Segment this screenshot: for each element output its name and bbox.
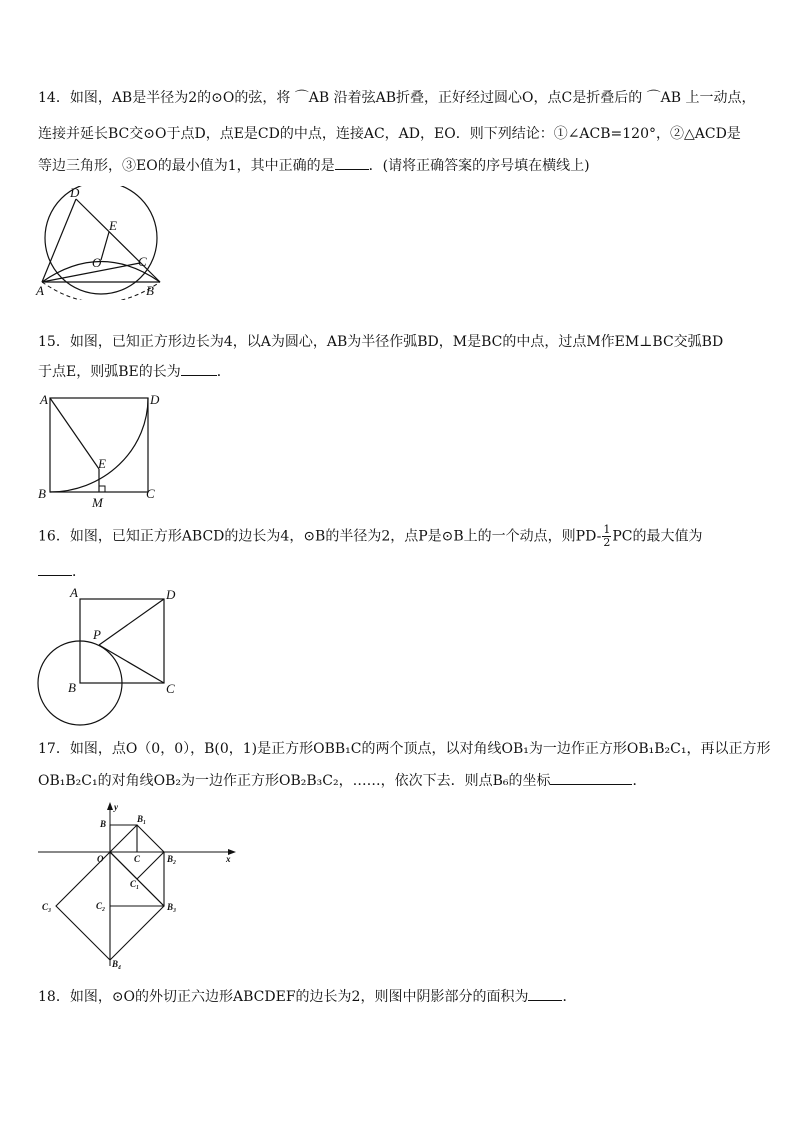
q14-label-o: O [92,255,102,270]
q14-label-e: E [109,218,117,233]
q16-figure [30,584,190,726]
q14-segment-ad [42,199,76,282]
q16-label-p: P [93,627,101,642]
q16-fraction: $\frac{1}{2}$ [603,523,611,549]
q17-label-c1: C₁ [130,879,140,889]
q14-figure [30,186,170,300]
q15-line-1: 15．如图，已知正方形边长为4，以A为圆心，AB为半径作弧BD，M是BC的中点，过点M作EM⊥BC交弧BD [38,334,724,350]
q16-line-2: ． [38,563,86,581]
q15-label-m: M [92,495,103,510]
q17-label-b1: B₁ [137,814,147,824]
q14-label-d: D [70,186,80,200]
q15-right-angle-mark [99,486,105,492]
q17-label-b4: B₄ [112,959,122,969]
q17-label-c3: C₃ [42,902,52,912]
answer-blank-17[interactable] [550,772,632,785]
q16-segment-pd [99,599,164,645]
q14-line-2: 连接并延长BC交⊙O于点D，点E是CD的中点，连接AC，AD，EO．则下列结论：①∠ACB=120°，②△ACD是 [38,126,741,142]
q14-label-b: B [146,283,154,298]
q16-label-a: A [70,585,78,600]
q17-label-b3: B₃ [167,902,177,912]
q15-label-c: C [146,486,155,501]
q17-label-y: y [114,802,118,812]
q15-segment-ae [50,398,99,469]
q17-label-o: O [97,854,104,864]
q14-label-a: A [36,283,44,298]
q15-figure [34,390,164,512]
q17-line-2: OB₁B₂C₁的对角线OB₂为一边作正方形OB₂B₃C₂，……，依次下去．则点B₆的坐标 ． [38,773,647,789]
q16-label-d: D [166,587,176,602]
q16-line-1: 16．如图，已知正方形ABCD的边长为4，⊙B的半径为2，点P是⊙B上的一个动点，则PD- $\frac{1}{2}$ PC的最大值为 [38,523,703,549]
q17-label-b: B [100,819,107,829]
q17-label-c2: C₂ [96,901,106,911]
q17-label-x: x [226,854,231,864]
q15-label-a: A [40,392,48,407]
q18-line-1: 18．如图，⊙O的外切正六边形ABCDEF的边长为2，则图中阴影部分的面积为 ． [38,989,577,1005]
q14-segment-db [76,199,160,282]
q17-figure [36,800,242,974]
q15-label-b: B [38,486,46,501]
answer-blank-18[interactable] [528,988,562,1001]
answer-blank-16[interactable] [38,563,72,576]
q15-label-e: E [98,456,106,471]
q16-label-b: B [68,680,76,695]
q14-line-1: 14．如图，AB是半径为2的⊙O的弦，将 ⌒AB 沿着弦AB折叠，正好经过圆心O，点C是折叠后的 ⌒AB 上一动点， [38,90,756,106]
q14-label-c: C [138,254,147,269]
answer-blank-14[interactable] [335,157,369,170]
q14-segment-eo [101,232,109,260]
q15-label-d: D [150,392,160,407]
q14-line-3: 等边三角形，③EO的最小值为1，其中正确的是 ．(请将正确答案的序号填在横线上) [38,158,590,174]
q14-dashed-arc [42,282,160,300]
q16-label-c: C [166,681,175,696]
q17-label-b2: B₂ [167,854,177,864]
answer-blank-15[interactable] [181,363,217,376]
q17-line-1: 17．如图，点O（0，0），B(0，1)是正方形OBB₁C的两个顶点，以对角线OB₁为一边作正方形OB₁B₂C₁，再以正方形 [38,741,771,757]
q17-label-c: C [134,854,141,864]
q15-line-2: 于点E，则弧BE的长为 ． [38,364,231,380]
q16-segment-pc [99,645,164,683]
q17-y-arrow [107,802,113,810]
